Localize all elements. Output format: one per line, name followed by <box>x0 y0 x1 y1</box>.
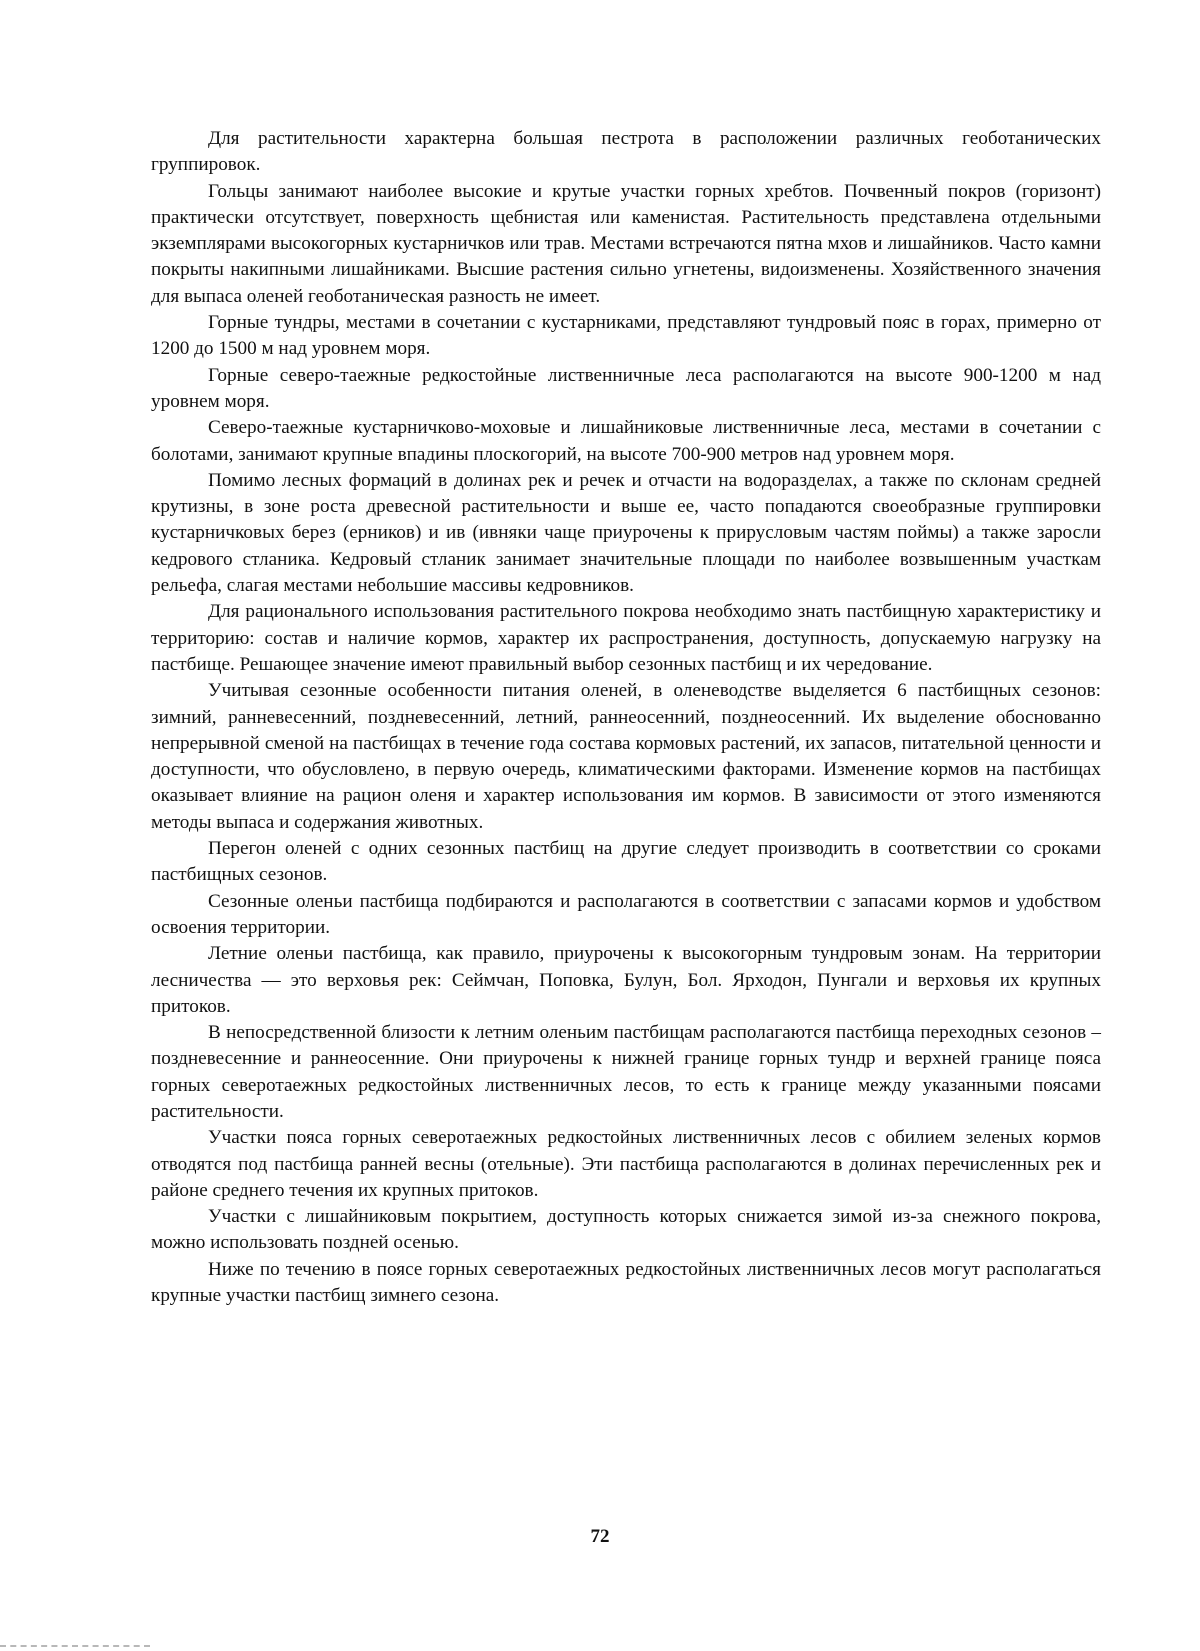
paragraph: Участки с лишайниковым покрытием, доступность которых снижается зимой из-за снежного покрова, можно использовать поздней осенью. <box>151 1206 1101 1254</box>
paragraph: В непосредственной близости к летним оленьим пастбищам располагаются пастбища переходных сезонов – поздневесенние и раннеосенние. Они приурочены к нижней границе горных тундр и верхней границе пояса горных северотаежных редкостойных лиственничных лесов, то есть к границе между указанными поясами растительности. <box>151 1022 1101 1122</box>
paragraph: Гольцы занимают наиболее высокие и крутые участки горных хребтов. Почвенный покров (горизонт) практически отсутствует, поверхность щебнистая или каменистая. Растительность представлена отдельными экземплярами высокогорных кустарничков или трав. Местами встречаются пятна мхов и лишайников. Часто камни покрыты накипными лишайниками. Высшие растения сильно угнетены, видоизменены. Хозяйственного значения для выпаса оленей геоботаническая разность не имеет. <box>151 180 1101 307</box>
paragraph: Для растительности характерна большая пестрота в расположении различных геоботанических группировок. <box>151 128 1101 176</box>
paragraph: Горные тундры, местами в сочетании с кустарниками, представляют тундровый пояс в горах, примерно от 1200 до 1500 м над уровнем моря. <box>151 312 1101 360</box>
scan-edge-divider <box>0 1645 150 1647</box>
paragraph: Горные северо-таежные редкостойные лиственничные леса располагаются на высоте 900-1200 м над уровнем моря. <box>151 364 1101 412</box>
paragraph: Ниже по течению в поясе горных северотаежных редкостойных лиственничных лесов могут располагаться крупные участки пастбищ зимнего сезона. <box>151 1258 1101 1307</box>
page-number: 72 <box>590 1526 610 1547</box>
body-text <box>151 126 1101 1309</box>
paragraph: Учитывая сезонные особенности питания оленей, в оленеводстве выделяется 6 пастбищных сезонов: зимний, ранневесенний, поздневесенний, летний, раннеосенний, позднеосенний. Их выделение обоснованно непрерывной сменой на пастбищах в течение года состава кормовых растений, их запасов, питательной ценности и доступности, что обусловлено, в первую очередь, климатическими факторами. Изменение кормов на пастбищах оказывает влияние на рацион оленя и характер использования им кормов. В зависимости от этого изменяются методы выпаса и содержания животных. <box>151 680 1101 833</box>
paragraph: Северо-таежные кустарничково-моховые и лишайниковые лиственничные леса, местами в сочетании с болотами, занимают крупные впадины плоскогорий, на высоте 700-900 метров над уровнем моря. <box>151 417 1101 465</box>
paragraph: Для рационального использования растительного покрова необходимо знать пастбищную характеристику и территорию: состав и наличие кормов, характер их распространения, доступность, допускаемую нагрузку на пастбище. Решающее значение имеют правильный выбор сезонных пастбищ и их чередование. <box>151 601 1101 675</box>
paragraph: Участки пояса горных северотаежных редкостойных лиственничных лесов с обилием зеленых кормов отводятся под пастбища ранней весны (отельные). Эти пастбища располагаются в долинах перечисленных рек и районе среднего течения их крупных притоков. <box>151 1127 1101 1201</box>
paragraph: Перегон оленей с одних сезонных пастбищ на другие следует производить в соответствии со сроками пастбищных сезонов. <box>151 838 1101 886</box>
paragraph: Сезонные оленьи пастбища подбираются и располагаются в соответствии с запасами кормов и удобством освоения территории. <box>151 890 1101 938</box>
paragraph: Помимо лесных формаций в долинах рек и речек и отчасти на водоразделах, а также по склонам средней крутизны, в зоне роста древесной растительности и выше ее, часто попадаются своеобразные группировки кустарничковых берез (ерников) и ив (ивняки чаще приурочены к прирусловым частям поймы) а также заросли кедрового стланика. Кедровый стланик занимает значительные площади по наиболее возвышенным участкам рельефа, слагая местами небольшие массивы кедровников. <box>151 469 1101 597</box>
paragraph: Летние оленьи пастбища, как правило, приурочены к высокогорным тундровым зонам. На территории лесничества — это верховья рек: Сеймчан, Поповка, Булун, Бол. Ярходон, Пунгали и верховья их крупных притоков. <box>151 943 1101 1017</box>
